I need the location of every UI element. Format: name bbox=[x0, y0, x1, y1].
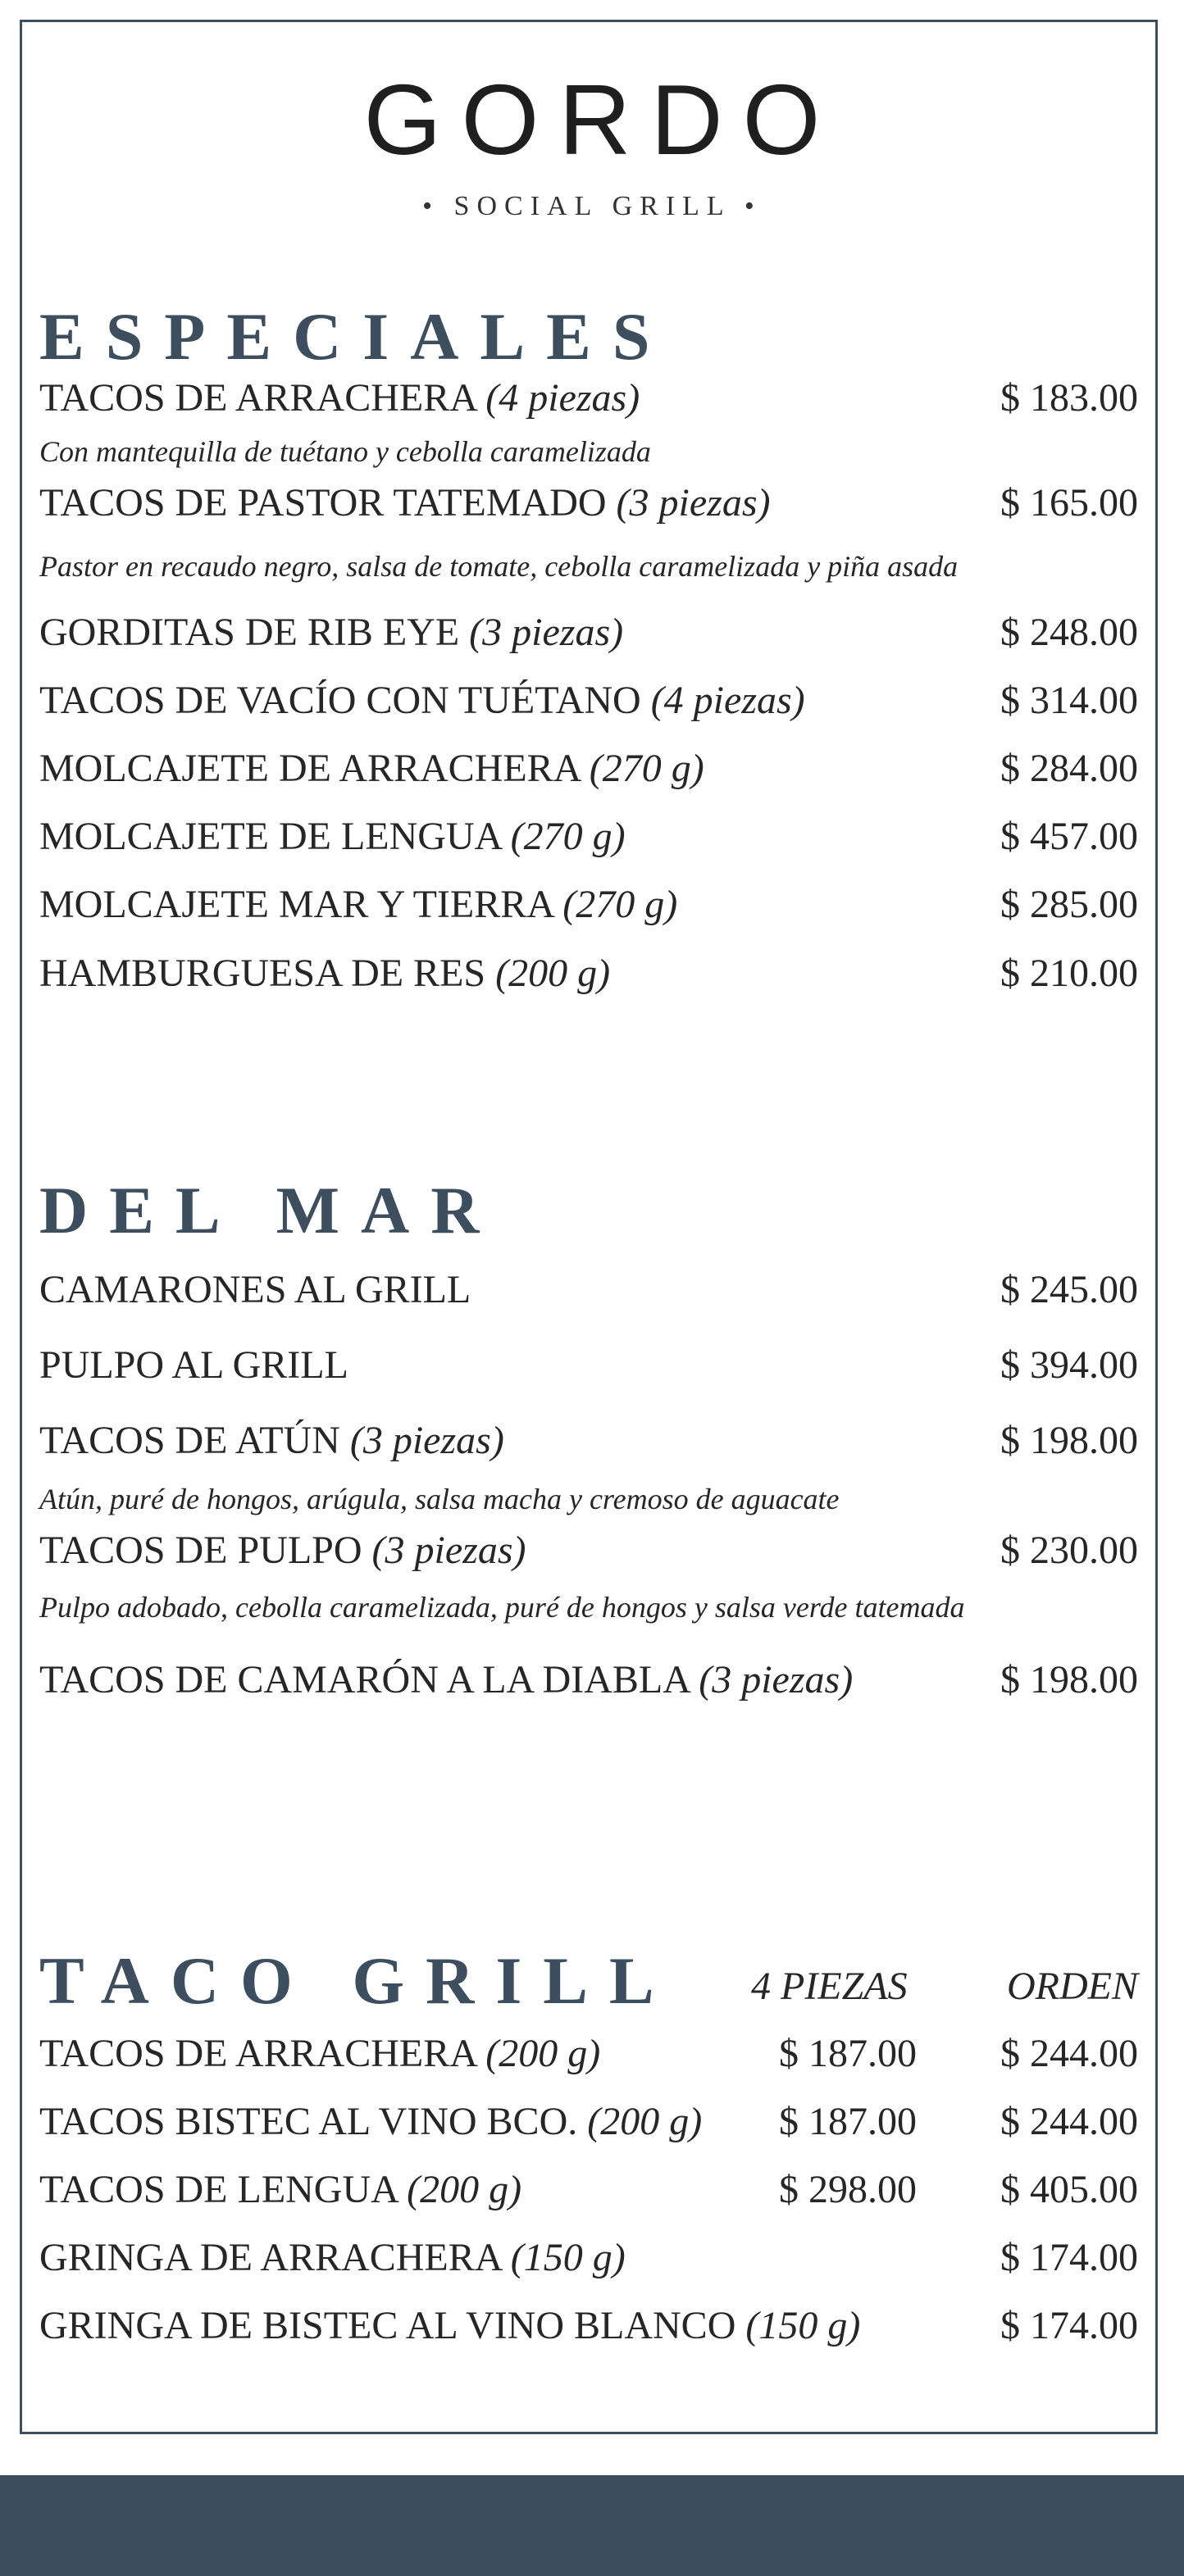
menu-item bbox=[39, 2029, 1138, 2079]
item-name-wrap bbox=[39, 2165, 521, 2215]
item-price: $ 244.00 bbox=[1000, 2100, 1138, 2143]
item-price: $ 230.00 bbox=[1000, 1529, 1138, 1572]
menu-item bbox=[39, 374, 1138, 423]
item-name-wrap bbox=[39, 2097, 702, 2147]
item-name-wrap bbox=[39, 1526, 526, 1575]
section-title-especiales: ESPECIALES bbox=[39, 299, 672, 374]
menu-item bbox=[39, 2165, 1138, 2215]
item-name-wrap bbox=[39, 1416, 504, 1465]
column-header-orden: ORDEN bbox=[1007, 1965, 1138, 2008]
menu-item bbox=[39, 479, 1138, 528]
item-price: $ 244.00 bbox=[1000, 2032, 1138, 2075]
item-qty: (200 g) bbox=[495, 952, 611, 995]
item-qty: (3 piezas) bbox=[699, 1658, 854, 1701]
item-qty: (200 g) bbox=[407, 2168, 522, 2211]
item-price: $ 284.00 bbox=[1000, 747, 1138, 790]
item-description: Con mantequilla de tuétano y cebolla caramelizada bbox=[39, 435, 651, 468]
menu-item bbox=[39, 744, 1138, 793]
item-qty: (270 g) bbox=[510, 815, 626, 858]
menu-item bbox=[39, 1526, 1138, 1575]
item-price: $ 405.00 bbox=[1000, 2168, 1138, 2211]
item-name-wrap bbox=[39, 676, 805, 725]
item-price: $ 174.00 bbox=[1000, 2236, 1138, 2279]
item-name: TACOS DE ARRACHERA bbox=[39, 376, 476, 420]
item-qty: (3 piezas) bbox=[616, 481, 771, 525]
menu-item bbox=[39, 1341, 1138, 1390]
item-name: TACOS DE CAMARÓN A LA DIABLA bbox=[39, 1658, 690, 1701]
item-description: Atún, puré de hongos, arúgula, salsa macha y cremoso de aguacate bbox=[39, 1483, 840, 1515]
item-price: $ 198.00 bbox=[1000, 1658, 1138, 1701]
menu-item bbox=[39, 676, 1138, 725]
item-price: $ 165.00 bbox=[1000, 481, 1138, 525]
item-qty: (200 g) bbox=[485, 2032, 601, 2075]
item-price: $ 183.00 bbox=[1000, 376, 1138, 420]
item-qty: (200 g) bbox=[587, 2100, 703, 2143]
item-name-wrap bbox=[39, 1656, 853, 1705]
item-name-wrap bbox=[39, 2301, 860, 2351]
item-name: TACOS DE ATÚN bbox=[39, 1419, 340, 1462]
menu-item bbox=[39, 1416, 1138, 1465]
item-price: $ 314.00 bbox=[1000, 679, 1138, 722]
item-name-wrap bbox=[39, 880, 677, 929]
item-name: MOLCAJETE MAR Y TIERRA bbox=[39, 883, 553, 926]
item-name: GORDITAS DE RIB EYE bbox=[39, 611, 460, 654]
item-price: $ 285.00 bbox=[1000, 883, 1138, 926]
menu-item bbox=[39, 812, 1138, 861]
item-price: $ 457.00 bbox=[1000, 815, 1138, 858]
item-price: $ 394.00 bbox=[1000, 1343, 1138, 1387]
item-price: $ 174.00 bbox=[1000, 2304, 1138, 2347]
item-name-wrap bbox=[39, 608, 623, 657]
item-name: GRINGA DE BISTEC AL VINO BLANCO bbox=[39, 2304, 736, 2347]
menu-item bbox=[39, 1265, 1138, 1315]
item-name: MOLCAJETE DE LENGUA bbox=[39, 815, 501, 858]
item-price: $ 248.00 bbox=[1000, 611, 1138, 654]
item-price: $ 198.00 bbox=[1000, 1419, 1138, 1462]
item-name: CAMARONES AL GRILL bbox=[39, 1268, 471, 1311]
item-qty: (270 g) bbox=[589, 747, 704, 790]
item-qty: (4 piezas) bbox=[485, 376, 640, 420]
column-header-4-piezas: 4 PIEZAS bbox=[751, 1965, 908, 2008]
footer-bar bbox=[0, 2475, 1184, 2576]
item-name: MOLCAJETE DE ARRACHERA bbox=[39, 747, 580, 790]
item-qty: (4 piezas) bbox=[650, 679, 805, 722]
section-title-del-mar: DEL MAR bbox=[39, 1173, 501, 1247]
item-name: TACOS DE PULPO bbox=[39, 1529, 362, 1572]
item-qty: (3 piezas) bbox=[371, 1529, 526, 1572]
item-qty: (3 piezas) bbox=[349, 1419, 504, 1462]
menu-item bbox=[39, 2097, 1138, 2147]
item-qty: (3 piezas) bbox=[469, 611, 624, 654]
item-name: TACOS DE VACÍO CON TUÉTANO bbox=[39, 679, 641, 722]
item-price-4-piezas: $ 298.00 bbox=[779, 2168, 917, 2211]
item-description: Pulpo adobado, cebolla caramelizada, puré de hongos y salsa verde tatemada bbox=[39, 1591, 965, 1624]
item-name: PULPO AL GRILL bbox=[39, 1343, 348, 1387]
item-name: TACOS DE ARRACHERA bbox=[39, 2032, 476, 2075]
item-name-wrap bbox=[39, 374, 640, 423]
brand-logo: GORDO bbox=[363, 64, 840, 175]
item-name: HAMBURGUESA DE RES bbox=[39, 952, 486, 995]
brand-tagline: • SOCIAL GRILL • bbox=[422, 191, 762, 221]
item-name: GRINGA DE ARRACHERA bbox=[39, 2236, 501, 2279]
item-price-4-piezas: $ 187.00 bbox=[779, 2032, 917, 2075]
item-name-wrap bbox=[39, 949, 610, 998]
item-qty: (150 g) bbox=[510, 2236, 626, 2279]
menu-item bbox=[39, 2233, 1138, 2283]
menu-item bbox=[39, 880, 1138, 929]
menu-item bbox=[39, 1656, 1138, 1705]
item-qty: (270 g) bbox=[562, 883, 678, 926]
item-name-wrap bbox=[39, 1265, 471, 1315]
item-price-4-piezas: $ 187.00 bbox=[779, 2100, 917, 2143]
item-name: TACOS BISTEC AL VINO BCO. bbox=[39, 2100, 578, 2143]
menu-item bbox=[39, 949, 1138, 998]
item-name-wrap bbox=[39, 479, 771, 528]
item-name: TACOS DE PASTOR TATEMADO bbox=[39, 481, 607, 525]
menu-item bbox=[39, 2301, 1138, 2351]
item-name-wrap bbox=[39, 2233, 626, 2283]
section-title-taco-grill: TACO GRILL bbox=[39, 1943, 676, 2018]
menu-item bbox=[39, 608, 1138, 657]
item-price: $ 245.00 bbox=[1000, 1268, 1138, 1311]
item-name: TACOS DE LENGUA bbox=[39, 2168, 398, 2211]
item-name-wrap bbox=[39, 2029, 600, 2079]
item-name-wrap bbox=[39, 744, 704, 793]
item-name-wrap bbox=[39, 1341, 348, 1390]
item-name-wrap bbox=[39, 812, 626, 861]
item-price: $ 210.00 bbox=[1000, 952, 1138, 995]
item-description: Pastor en recaudo negro, salsa de tomate, cebolla caramelizada y piña asada bbox=[39, 550, 959, 583]
item-qty: (150 g) bbox=[745, 2304, 861, 2347]
